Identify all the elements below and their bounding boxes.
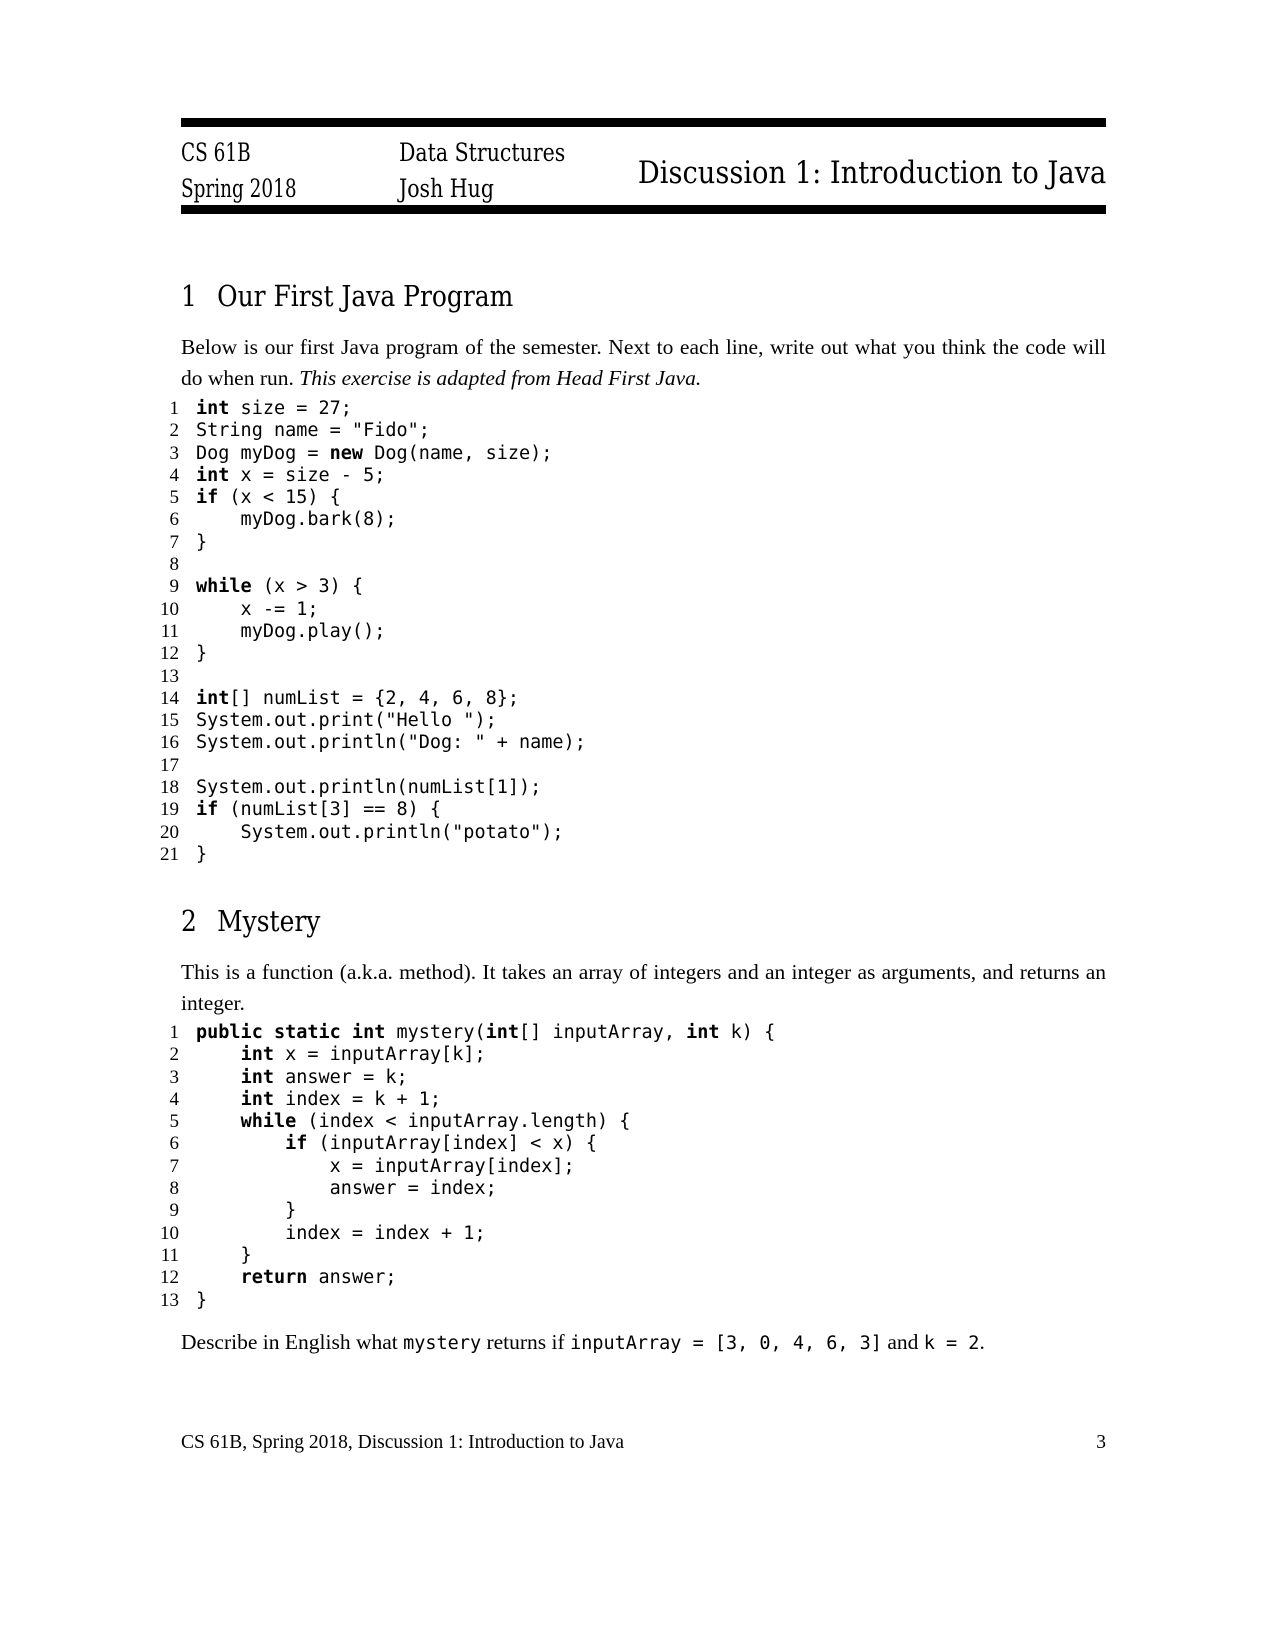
- code-line-text: int size = 27;: [196, 398, 352, 419]
- code-line: [145, 1223, 775, 1245]
- code-line-text: }: [196, 1200, 297, 1222]
- code-line-number: 13: [160, 665, 179, 687]
- code-line: [145, 554, 586, 576]
- code-line-number: 11: [160, 620, 179, 642]
- footer-page-number: 3: [1096, 1432, 1106, 1453]
- code-line-number: 10: [160, 1222, 179, 1244]
- code-line-number: 16: [160, 732, 179, 754]
- code-line-number: 20: [160, 821, 179, 843]
- code-line: [145, 1089, 775, 1111]
- mystery-question: [181, 1327, 1106, 1359]
- code-line: [145, 666, 586, 688]
- code-line: [145, 1267, 775, 1289]
- code-line-text: return answer;: [240, 1267, 397, 1289]
- code-line: [145, 1044, 775, 1066]
- section-1-intro-text: Below is our first Java program of the semester. Next to each line, write out what you think the code will do when run.: [181, 335, 1106, 390]
- section-1-number: 1: [181, 279, 197, 313]
- code-line: [145, 1133, 775, 1155]
- code-line: [145, 1067, 775, 1089]
- question-inline-code-mystery: mystery: [403, 1333, 482, 1354]
- code-line-text: }: [196, 1244, 252, 1266]
- code-line-text: myDog.bark(8);: [196, 509, 397, 531]
- code-line-text: int index = k + 1;: [240, 1088, 442, 1110]
- section-heading-1: [181, 279, 513, 313]
- code-line: [145, 1156, 775, 1178]
- code-line-text: x = inputArray[index];: [196, 1155, 575, 1177]
- header-course-column: [181, 135, 353, 207]
- question-inline-code-k: k = 2: [923, 1333, 980, 1354]
- section-2-title: Mystery: [217, 904, 321, 938]
- code-line: [145, 532, 586, 554]
- document-header: [181, 118, 1106, 214]
- code-line-number: 14: [160, 687, 179, 709]
- code-line-text: x -= 1;: [196, 598, 319, 620]
- code-line-text: while (index < inputArray.length) {: [240, 1111, 631, 1133]
- code-line-text: answer = index;: [196, 1178, 497, 1200]
- code-line-number: 11: [160, 1244, 179, 1266]
- code-line-number: 7: [169, 1155, 179, 1177]
- code-line: [145, 1022, 775, 1044]
- code-line-number: 6: [169, 509, 179, 531]
- code-line: [145, 1200, 775, 1222]
- code-line: [145, 1290, 775, 1312]
- code-line-text: System.out.println("potato");: [196, 821, 564, 843]
- code-line-text: if (numList[3] == 8) {: [196, 799, 442, 821]
- code-line: [145, 576, 586, 598]
- code-line-text: }: [196, 643, 208, 665]
- code-line-number: 4: [169, 1088, 179, 1110]
- header-top-rule: [181, 118, 1106, 127]
- code-line-text: int x = inputArray[k];: [240, 1044, 486, 1066]
- question-text-part-4: .: [979, 1330, 985, 1354]
- code-line-number: 10: [160, 598, 179, 620]
- code-line: [145, 710, 586, 732]
- code-line-number: 5: [169, 487, 179, 509]
- code-line-number: 12: [160, 643, 179, 665]
- code-line-text: myDog.play();: [196, 620, 386, 642]
- header-term: Spring 2018: [181, 174, 297, 203]
- document-footer: [181, 1432, 1106, 1454]
- code-line: [145, 509, 586, 531]
- code-line-number: 18: [160, 777, 179, 799]
- code-line: [145, 487, 586, 509]
- code-line: [145, 822, 586, 844]
- header-document-title: Discussion 1: Introduction to Java: [637, 155, 1106, 191]
- code-line-number: 8: [169, 554, 179, 576]
- header-course-code: CS 61B: [181, 138, 251, 167]
- code-line-text: int[] numList = {2, 4, 6, 8};: [196, 687, 520, 709]
- code-line-text: public static int mystery(int[] inputArray, int k) {: [196, 1022, 776, 1043]
- question-text-part-1: Describe in English what: [181, 1330, 404, 1354]
- code-line-text: int answer = k;: [240, 1066, 408, 1088]
- code-line: [145, 1245, 775, 1267]
- header-instructor: Josh Hug: [399, 174, 495, 203]
- code-line-number: 4: [169, 464, 179, 486]
- code-line-number: 3: [169, 1066, 179, 1088]
- code-line-text: Dog myDog = new Dog(name, size);: [196, 442, 553, 464]
- header-subject-column: [399, 135, 612, 207]
- code-line-text: }: [196, 1289, 208, 1311]
- code-line: [145, 777, 586, 799]
- code-line: [145, 398, 586, 420]
- code-line: [145, 799, 586, 821]
- code-line-text: while (x > 3) {: [196, 576, 364, 598]
- section-1-intro: [181, 332, 1106, 394]
- code-line-number: 9: [169, 1200, 179, 1222]
- code-line-number: 7: [169, 531, 179, 553]
- section-2-intro: [181, 957, 1106, 1019]
- code-line: [145, 621, 586, 643]
- code-line: [145, 465, 586, 487]
- code-line: [145, 1178, 775, 1200]
- code-line-text: index = index + 1;: [196, 1222, 486, 1244]
- code-line-number: 2: [169, 1044, 179, 1066]
- code-line-number: 12: [160, 1267, 179, 1289]
- code-line-number: 2: [169, 420, 179, 442]
- code-line: [145, 643, 586, 665]
- code-line-text: }: [196, 531, 208, 553]
- code-line: [145, 688, 586, 710]
- code-line: [145, 599, 586, 621]
- code-line-number: 5: [169, 1111, 179, 1133]
- code-line-number: 1: [169, 1022, 179, 1043]
- question-text-part-3: and: [881, 1330, 924, 1354]
- code-line: [145, 755, 586, 777]
- code-line-number: 1: [169, 398, 179, 419]
- code-line-text: System.out.println("Dog: " + name);: [196, 732, 586, 754]
- footer-text: CS 61B, Spring 2018, Discussion 1: Introduction to Java: [181, 1432, 625, 1453]
- code-line-text: System.out.println(numList[1]);: [196, 777, 542, 799]
- code-listing-1: [145, 398, 586, 866]
- code-line-text: int x = size - 5;: [196, 464, 386, 486]
- code-line-number: 19: [160, 799, 179, 821]
- code-line-text: System.out.print("Hello ");: [196, 710, 497, 732]
- code-line-number: 6: [169, 1133, 179, 1155]
- code-line: [145, 844, 586, 866]
- code-line-text: String name = "Fido";: [196, 420, 430, 442]
- code-line: [145, 1111, 775, 1133]
- section-2-intro-text: This is a function (a.k.a. method). It takes an array of integers and an integer as arguments, and returns an integer.: [181, 960, 1106, 1015]
- code-line-number: 15: [160, 710, 179, 732]
- code-line-number: 3: [169, 442, 179, 464]
- section-1-intro-emphasis: This exercise is adapted from Head First Java.: [299, 366, 702, 390]
- section-2-number: 2: [181, 904, 197, 938]
- code-line-number: 9: [169, 576, 179, 598]
- code-line-text: if (x < 15) {: [196, 487, 341, 509]
- question-inline-code-inputarray: inputArray = [3, 0, 4, 6, 3]: [570, 1333, 882, 1354]
- code-line-text: }: [196, 843, 208, 865]
- code-line-number: 21: [160, 843, 179, 865]
- header-subject: Data Structures: [399, 138, 566, 167]
- code-listing-2: [145, 1022, 775, 1312]
- section-1-title: Our First Java Program: [217, 279, 514, 313]
- code-line: [145, 420, 586, 442]
- code-line-number: 13: [160, 1289, 179, 1311]
- code-line: [145, 443, 586, 465]
- code-line-number: 8: [169, 1178, 179, 1200]
- code-line-number: 17: [160, 754, 179, 776]
- code-line-text: if (inputArray[index] < x) {: [285, 1133, 597, 1155]
- section-heading-2: [181, 904, 320, 938]
- question-text-part-2: returns if: [481, 1330, 571, 1354]
- code-line: [145, 732, 586, 754]
- header-content: [181, 127, 1106, 205]
